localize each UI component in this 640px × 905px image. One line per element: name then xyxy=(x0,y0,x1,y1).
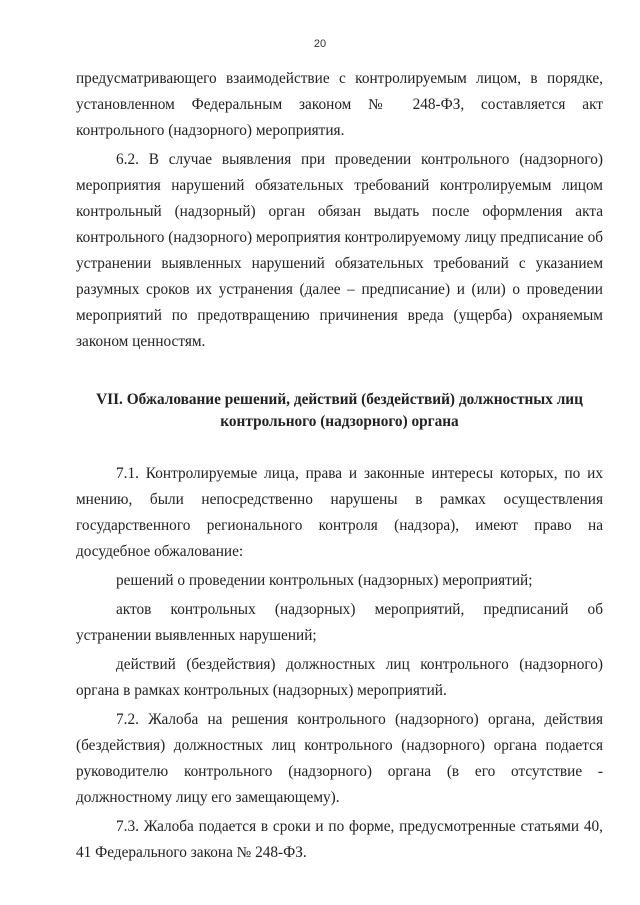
paragraph-7-3: 7.3. Жалоба подается в сроки и по форме, предусмотренные статьями 40, 41 Федерального закона № 248-ФЗ. xyxy=(76,818,603,861)
section-heading-line-1: VII. Обжалование решений, действий (бездействий) должностных лиц xyxy=(96,391,583,408)
list-item-decisions: решений о проведении контрольных (надзорных) мероприятий; xyxy=(116,572,533,589)
page-number: 20 xyxy=(313,38,327,50)
paragraph-7-2: 7.2. Жалоба на решения контрольного (надзорного) органа, действия (бездействия) должностных лиц контрольного (надзорного) органа подается руководителю контрольного (надзорного) органа (в его отсутствие - должностному лицу его замещающему). xyxy=(76,711,603,806)
paragraph-continuation: предусматривающего взаимодействие с контролируемым лицом, в порядке, установленном Федеральным законом № 248-ФЗ, составляется акт контрольного (надзорного) мероприятия. xyxy=(76,70,603,139)
section-heading xyxy=(76,389,603,433)
list-item-acts: актов контрольных (надзорных) мероприятий, предписаний об устранении выявленных нарушений; xyxy=(76,601,603,644)
paragraph-6-2: 6.2. В случае выявления при проведении контрольного (надзорного) мероприятия нарушений обязательных требований контролируемым лицом контрольный (надзорный) орган обязан выдать после оформления акта контрольного (надзорного) мероприятия контролируемому лицу предписание об устранении выявленных нарушений обязательных требований с указанием разумных сроков их устранения (далее – предписание) и (или) о проведении мероприятий по предотвращению причинения вреда (ущерба) охраняемым законом ценностям. xyxy=(76,151,603,350)
document-body xyxy=(76,66,603,866)
section-heading-line-2: контрольного (надзорного) органа xyxy=(220,413,459,430)
list-item-actions: действий (бездействия) должностных лиц контрольного (надзорного) органа в рамках контрольных (надзорных) мероприятий. xyxy=(76,656,603,699)
paragraph-7-1: 7.1. Контролируемые лица, права и законные интересы которых, по их мнению, были непосредственно нарушены в рамках осуществления государственного регионального контроля (надзора), имеют право на досудебное обжалование: xyxy=(76,465,603,560)
